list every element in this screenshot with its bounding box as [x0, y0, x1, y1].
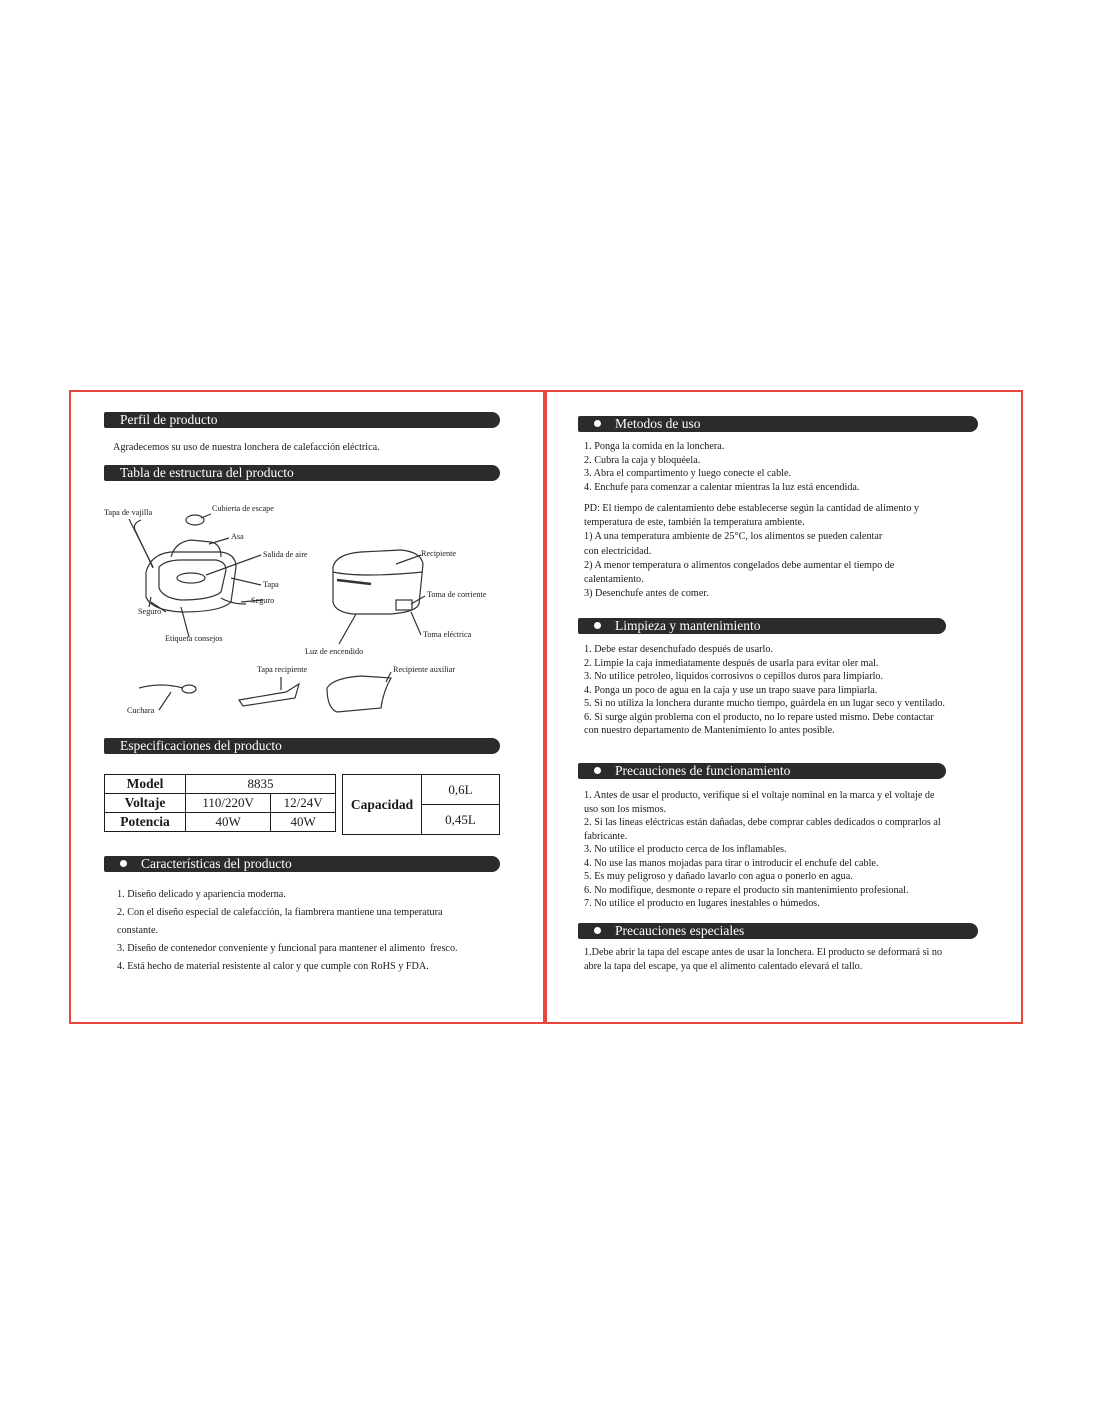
lock-shape [221, 598, 246, 604]
spec-potencia-2: 40W [271, 813, 336, 832]
label-salida-aire: Salida de aire [263, 550, 308, 559]
list-item: 6. No modifique, desmonte o repare el producto sin mantenimiento profesional. [584, 884, 909, 896]
leader-line [411, 596, 425, 604]
caracteristicas-list [117, 886, 458, 976]
section-title: Metodos de uso [615, 416, 701, 431]
power-socket-shape [396, 600, 412, 610]
especiales-list [584, 946, 942, 973]
list-item: 7. No utilice el producto en lugares inestables o húmedos. [584, 898, 820, 909]
limpieza-list [584, 643, 945, 738]
list-item: con electricidad. [584, 545, 652, 557]
aux-container-shape [327, 676, 391, 712]
leader-line [201, 514, 211, 518]
label-luz: Luz de encendido [305, 647, 364, 656]
bullet-icon [594, 420, 601, 427]
spec-model-label: Model [105, 775, 186, 794]
spoon-handle [139, 685, 183, 688]
spoon-bowl [182, 685, 196, 693]
spec-capacidad-1: 0,6L [422, 775, 500, 805]
list-item: 1. Debe estar desenchufado después de usarlo. [584, 644, 773, 655]
section-title: Especificaciones del producto [120, 738, 282, 753]
spec-row-model [105, 775, 336, 794]
spec-potencia-label: Potencia [105, 813, 186, 832]
label-toma-electrica: Toma eléctrica [423, 630, 472, 639]
section-title: Tabla de estructura del producto [120, 465, 294, 480]
list-item: 2) A menor temperatura o alimentos congelados debe aumentar el tiempo de [584, 559, 895, 571]
escape-cover-shape [186, 515, 204, 525]
list-item: temperatura de este, también la temperatura ambiente. [584, 517, 805, 529]
closed-box-lid-line [333, 572, 423, 575]
left-page [69, 390, 545, 1024]
leader-line [339, 614, 356, 644]
spec-voltaje-2: 12/24V [271, 794, 336, 813]
section-title: Perfil de producto [120, 412, 218, 427]
label-seguro-right: Seguro [251, 596, 275, 605]
closed-box-stripe [337, 580, 371, 584]
list-item: 2. Si las líneas eléctricas están dañadas, debe comprar cables dedicados o comprarlos al [584, 817, 941, 828]
section-header-metodos [578, 416, 978, 432]
label-asa: Asa [231, 532, 244, 541]
bullet-icon [120, 860, 127, 867]
spec-row-voltaje [105, 794, 336, 813]
list-item: 2. Cubra la caja y bloquéela. [584, 454, 701, 466]
list-item: 2. Con el diseño especial de calefacción, la fiambrera mantiene una temperatura [117, 907, 443, 918]
list-item: 4. Está hecho de material resistente al calor y que cumple con RoHS y FDA. [117, 961, 429, 972]
structure-diagram [71, 392, 547, 732]
list-item: 2. Limpie la caja inmediatamente después de usarla para evitar oler mal. [584, 657, 879, 669]
label-cuchara: Cuchara [127, 706, 155, 715]
list-item: 4. Enchufe para comenzar a calentar mientras la luz está encendida. [584, 481, 860, 493]
list-item: 4. No use las manos mojadas para tirar o introducir el enchufe del cable. [584, 857, 879, 869]
list-item: 1) A una temperatura ambiente de 25°C, los alimentos se pueden calentar [584, 531, 883, 543]
spec-capacidad-label: Capacidad [343, 775, 422, 835]
spec-voltaje-label: Voltaje [105, 794, 186, 813]
leader-line [129, 519, 153, 567]
spec-voltaje-1: 110/220V [186, 794, 271, 813]
list-item: 1. Ponga la comida en la lonchera. [584, 441, 725, 452]
bullet-icon [594, 767, 601, 774]
section-header-funcionamiento [578, 763, 946, 779]
section-title: Características del producto [141, 856, 292, 871]
lunchbox-illustration [71, 392, 547, 732]
list-item: con nuestro departamento de Mantenimiento lo antes posible. [584, 725, 835, 736]
right-page [545, 390, 1023, 1024]
list-item: 1. Diseño delicado y apariencia moderna. [117, 889, 286, 900]
list-item: 1.Debe abrir la tapa del escape antes de usar la lonchera. El producto se deformará si no [584, 947, 943, 958]
list-item: 6. Si surge algún problema con el producto, no lo repare usted mismo. Debe contactar [584, 711, 934, 723]
list-item: PD: El tiempo de calentamiento debe establecerse según la cantidad de alimento y [584, 503, 919, 514]
list-item: uso son los mismos. [584, 803, 667, 815]
section-header-specs [104, 738, 500, 754]
leader-line [411, 612, 421, 635]
leader-line [396, 555, 421, 564]
spec-potencia-1: 40W [186, 813, 271, 832]
leader-line [231, 578, 261, 585]
perfil-text: Agradecemos su uso de nuestra lonchera de calefacción eléctrica. [113, 442, 380, 453]
list-item: constante. [117, 925, 159, 936]
section-header-caracteristicas [104, 856, 500, 872]
bullet-icon [594, 927, 601, 934]
spec-capacidad-2: 0,45L [422, 805, 500, 835]
leader-line [159, 692, 171, 710]
list-item: 1. Antes de usar el producto, verifique si el voltaje nominal en la marca y el voltaje de [584, 790, 935, 801]
spec-table-capacity [342, 774, 500, 835]
list-item: fabricante. [584, 830, 628, 842]
air-outlet-shape [177, 573, 205, 583]
label-tapa: Tapa [263, 580, 279, 589]
section-title: Limpieza y mantenimiento [615, 618, 761, 633]
label-toma-corriente: Toma de corriente [427, 590, 487, 599]
label-etiqueta: Etiqueta consejos [165, 634, 223, 643]
metodos-steps [584, 440, 859, 494]
spec-model-value: 8835 [186, 775, 336, 794]
bullet-icon [594, 622, 601, 629]
list-item: 3. No utilice el producto cerca de los inflamables. [584, 844, 787, 855]
list-item: calentamiento. [584, 574, 644, 586]
spec-row-potencia [105, 813, 336, 832]
container-lid-shape [239, 684, 299, 706]
spec-table-main [104, 774, 336, 832]
section-title: Precauciones especiales [615, 923, 745, 938]
list-item: 3. Abra el compartimento y luego conecte el cable. [584, 468, 792, 479]
list-item: 3) Desenchufe antes de comer. [584, 588, 709, 600]
section-title: Precauciones de funcionamiento [615, 763, 791, 778]
label-cubierta-escape: Cubierta de escape [212, 504, 274, 513]
label-recipiente-aux: Recipiente auxiliar [393, 665, 456, 674]
list-item: 3. Diseño de contenedor conveniente y funcional para mantener el alimento fresco. [117, 943, 458, 954]
label-seguro-left: Seguro [138, 607, 162, 616]
list-item: 5. Es muy peligroso y dañado lavarlo con agua o ponerlo en agua. [584, 871, 853, 882]
list-item: 3. No utilice petroleo, liquidos corrosivos o cepillos duros para limpiarlo. [584, 671, 884, 682]
list-item: 5. Si no utiliza la lonchera durante mucho tiempo, guárdela en un lugar seco y ventilado. [584, 698, 945, 709]
label-recipiente: Recipiente [421, 549, 457, 558]
section-header-especiales [578, 923, 978, 939]
label-tapa-recipiente: Tapa recipiente [257, 665, 308, 674]
metodos-notes [584, 502, 919, 601]
leader-line [209, 538, 229, 544]
open-box-inner [159, 560, 226, 600]
list-item: abre la tapa del escape, ya que el alimento calentado elevará el tallo. [584, 960, 863, 972]
section-header-limpieza [578, 618, 946, 634]
list-item: 4. Ponga un poco de agua en la caja y use un trapo suave para limpiarla. [584, 684, 878, 696]
funcionamiento-list [584, 789, 941, 911]
label-tapa-vajilla: Tapa de vajilla [104, 508, 153, 517]
spec-row-capacidad-1 [343, 775, 500, 805]
